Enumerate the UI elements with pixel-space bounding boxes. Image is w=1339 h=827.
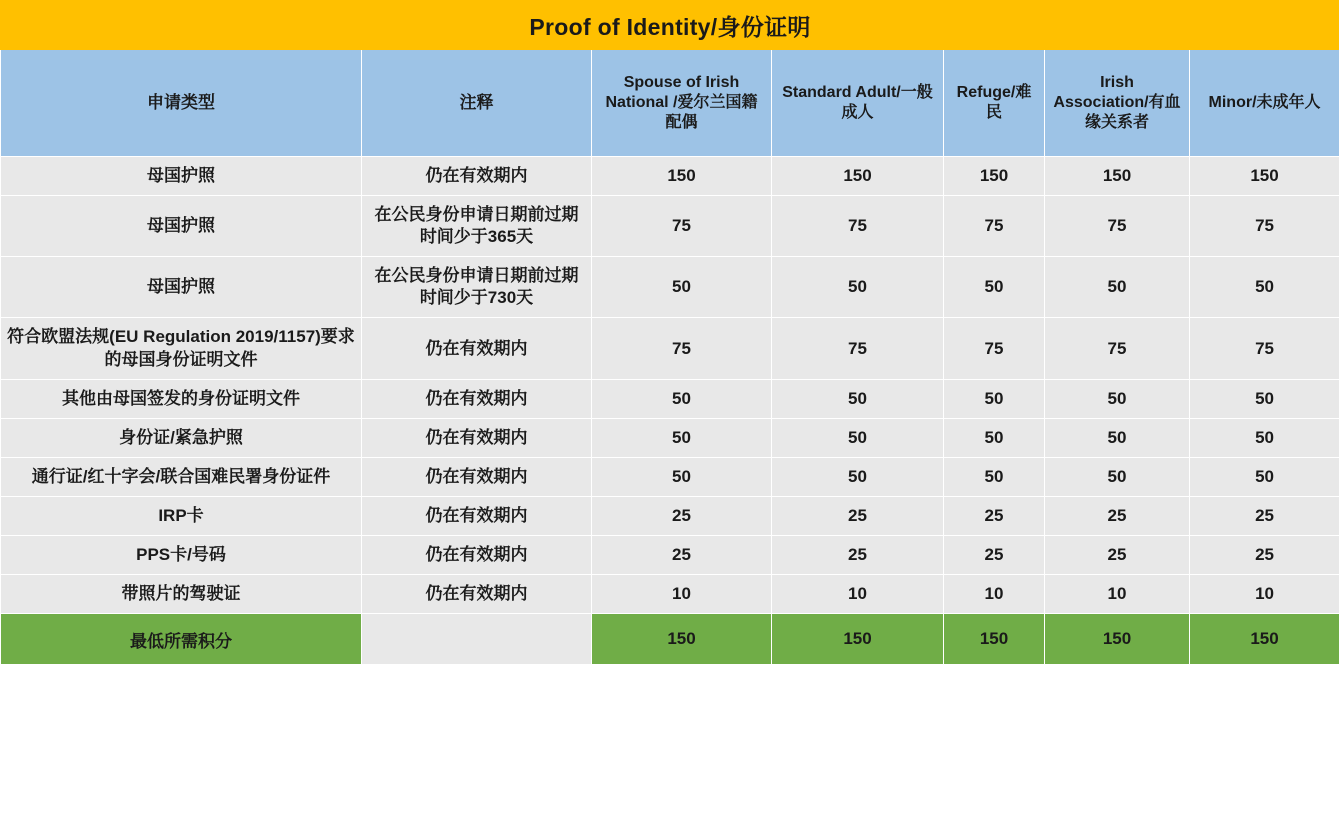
table-row <box>1 318 1339 379</box>
cell-spouse-points: 50 <box>592 418 772 457</box>
cell-standard-points: 50 <box>772 379 944 418</box>
cell-application-type: 通行证/红十字会/联合国难民署身份证件 <box>1 457 362 496</box>
cell-application-type: 母国护照 <box>1 196 362 257</box>
cell-spouse-points: 50 <box>592 379 772 418</box>
cell-spouse-points: 75 <box>592 318 772 379</box>
footer-refuge-points: 150 <box>944 614 1045 665</box>
column-header-spouse-of-irish-national: Spouse of Irish National /爱尔兰国籍配偶 <box>592 50 772 157</box>
cell-irish-points: 25 <box>1045 536 1190 575</box>
cell-refuge-points: 50 <box>944 257 1045 318</box>
footer-note-blank <box>362 614 592 665</box>
cell-spouse-points: 75 <box>592 196 772 257</box>
table-title-row <box>1 1 1339 50</box>
cell-irish-points: 150 <box>1045 157 1190 196</box>
column-header-irish-association: Irish Association/有血缘关系者 <box>1045 50 1190 157</box>
cell-standard-points: 50 <box>772 418 944 457</box>
table-row <box>1 457 1339 496</box>
cell-irish-points: 50 <box>1045 379 1190 418</box>
cell-note: 在公民身份申请日期前过期时间少于365天 <box>362 196 592 257</box>
footer-label-minimum-points: 最低所需积分 <box>1 614 362 665</box>
footer-standard-points: 150 <box>772 614 944 665</box>
footer-irish-points: 150 <box>1045 614 1190 665</box>
cell-application-type: PPS卡/号码 <box>1 536 362 575</box>
cell-application-type: IRP卡 <box>1 496 362 535</box>
cell-note: 仍在有效期内 <box>362 379 592 418</box>
cell-standard-points: 50 <box>772 257 944 318</box>
table-row <box>1 418 1339 457</box>
cell-note: 仍在有效期内 <box>362 575 592 614</box>
cell-minor-points: 50 <box>1190 379 1339 418</box>
table-row <box>1 379 1339 418</box>
table-row <box>1 257 1339 318</box>
cell-minor-points: 150 <box>1190 157 1339 196</box>
cell-irish-points: 50 <box>1045 418 1190 457</box>
cell-spouse-points: 10 <box>592 575 772 614</box>
cell-irish-points: 50 <box>1045 457 1190 496</box>
cell-note: 仍在有效期内 <box>362 418 592 457</box>
footer-spouse-points: 150 <box>592 614 772 665</box>
cell-irish-points: 25 <box>1045 496 1190 535</box>
cell-minor-points: 10 <box>1190 575 1339 614</box>
cell-refuge-points: 75 <box>944 318 1045 379</box>
cell-minor-points: 25 <box>1190 496 1339 535</box>
cell-minor-points: 25 <box>1190 536 1339 575</box>
cell-minor-points: 50 <box>1190 457 1339 496</box>
cell-application-type: 母国护照 <box>1 257 362 318</box>
cell-standard-points: 25 <box>772 496 944 535</box>
table-row <box>1 157 1339 196</box>
cell-note: 仍在有效期内 <box>362 496 592 535</box>
column-header-note: 注释 <box>362 50 592 157</box>
cell-application-type: 身份证/紧急护照 <box>1 418 362 457</box>
cell-spouse-points: 25 <box>592 496 772 535</box>
cell-refuge-points: 10 <box>944 575 1045 614</box>
cell-standard-points: 150 <box>772 157 944 196</box>
column-header-minor: Minor/未成年人 <box>1190 50 1339 157</box>
cell-standard-points: 75 <box>772 196 944 257</box>
cell-refuge-points: 75 <box>944 196 1045 257</box>
cell-refuge-points: 25 <box>944 496 1045 535</box>
cell-refuge-points: 50 <box>944 457 1045 496</box>
cell-note: 仍在有效期内 <box>362 157 592 196</box>
cell-irish-points: 10 <box>1045 575 1190 614</box>
column-header-application-type: 申请类型 <box>1 50 362 157</box>
cell-refuge-points: 150 <box>944 157 1045 196</box>
cell-spouse-points: 50 <box>592 257 772 318</box>
cell-spouse-points: 50 <box>592 457 772 496</box>
page-title: Proof of Identity/身份证明 <box>1 1 1339 50</box>
cell-application-type: 符合欧盟法规(EU Regulation 2019/1157)要求的母国身份证明文件 <box>1 318 362 379</box>
table-row <box>1 575 1339 614</box>
table-footer-row <box>1 614 1339 665</box>
cell-standard-points: 50 <box>772 457 944 496</box>
cell-minor-points: 75 <box>1190 196 1339 257</box>
cell-refuge-points: 50 <box>944 379 1045 418</box>
table-row <box>1 536 1339 575</box>
cell-application-type: 其他由母国签发的身份证明文件 <box>1 379 362 418</box>
cell-standard-points: 75 <box>772 318 944 379</box>
cell-note: 仍在有效期内 <box>362 457 592 496</box>
cell-irish-points: 50 <box>1045 257 1190 318</box>
cell-application-type: 母国护照 <box>1 157 362 196</box>
cell-application-type: 带照片的驾驶证 <box>1 575 362 614</box>
cell-irish-points: 75 <box>1045 196 1190 257</box>
cell-note: 仍在有效期内 <box>362 536 592 575</box>
cell-spouse-points: 150 <box>592 157 772 196</box>
table-header-row <box>1 50 1339 157</box>
cell-minor-points: 50 <box>1190 418 1339 457</box>
cell-note: 仍在有效期内 <box>362 318 592 379</box>
table-row <box>1 496 1339 535</box>
cell-refuge-points: 50 <box>944 418 1045 457</box>
table-row <box>1 196 1339 257</box>
cell-irish-points: 75 <box>1045 318 1190 379</box>
column-header-standard-adult: Standard Adult/一般成人 <box>772 50 944 157</box>
cell-note: 在公民身份申请日期前过期时间少于730天 <box>362 257 592 318</box>
cell-minor-points: 50 <box>1190 257 1339 318</box>
cell-minor-points: 75 <box>1190 318 1339 379</box>
cell-standard-points: 10 <box>772 575 944 614</box>
column-header-refuge: Refuge/难民 <box>944 50 1045 157</box>
cell-standard-points: 25 <box>772 536 944 575</box>
cell-spouse-points: 25 <box>592 536 772 575</box>
cell-refuge-points: 25 <box>944 536 1045 575</box>
footer-minor-points: 150 <box>1190 614 1339 665</box>
